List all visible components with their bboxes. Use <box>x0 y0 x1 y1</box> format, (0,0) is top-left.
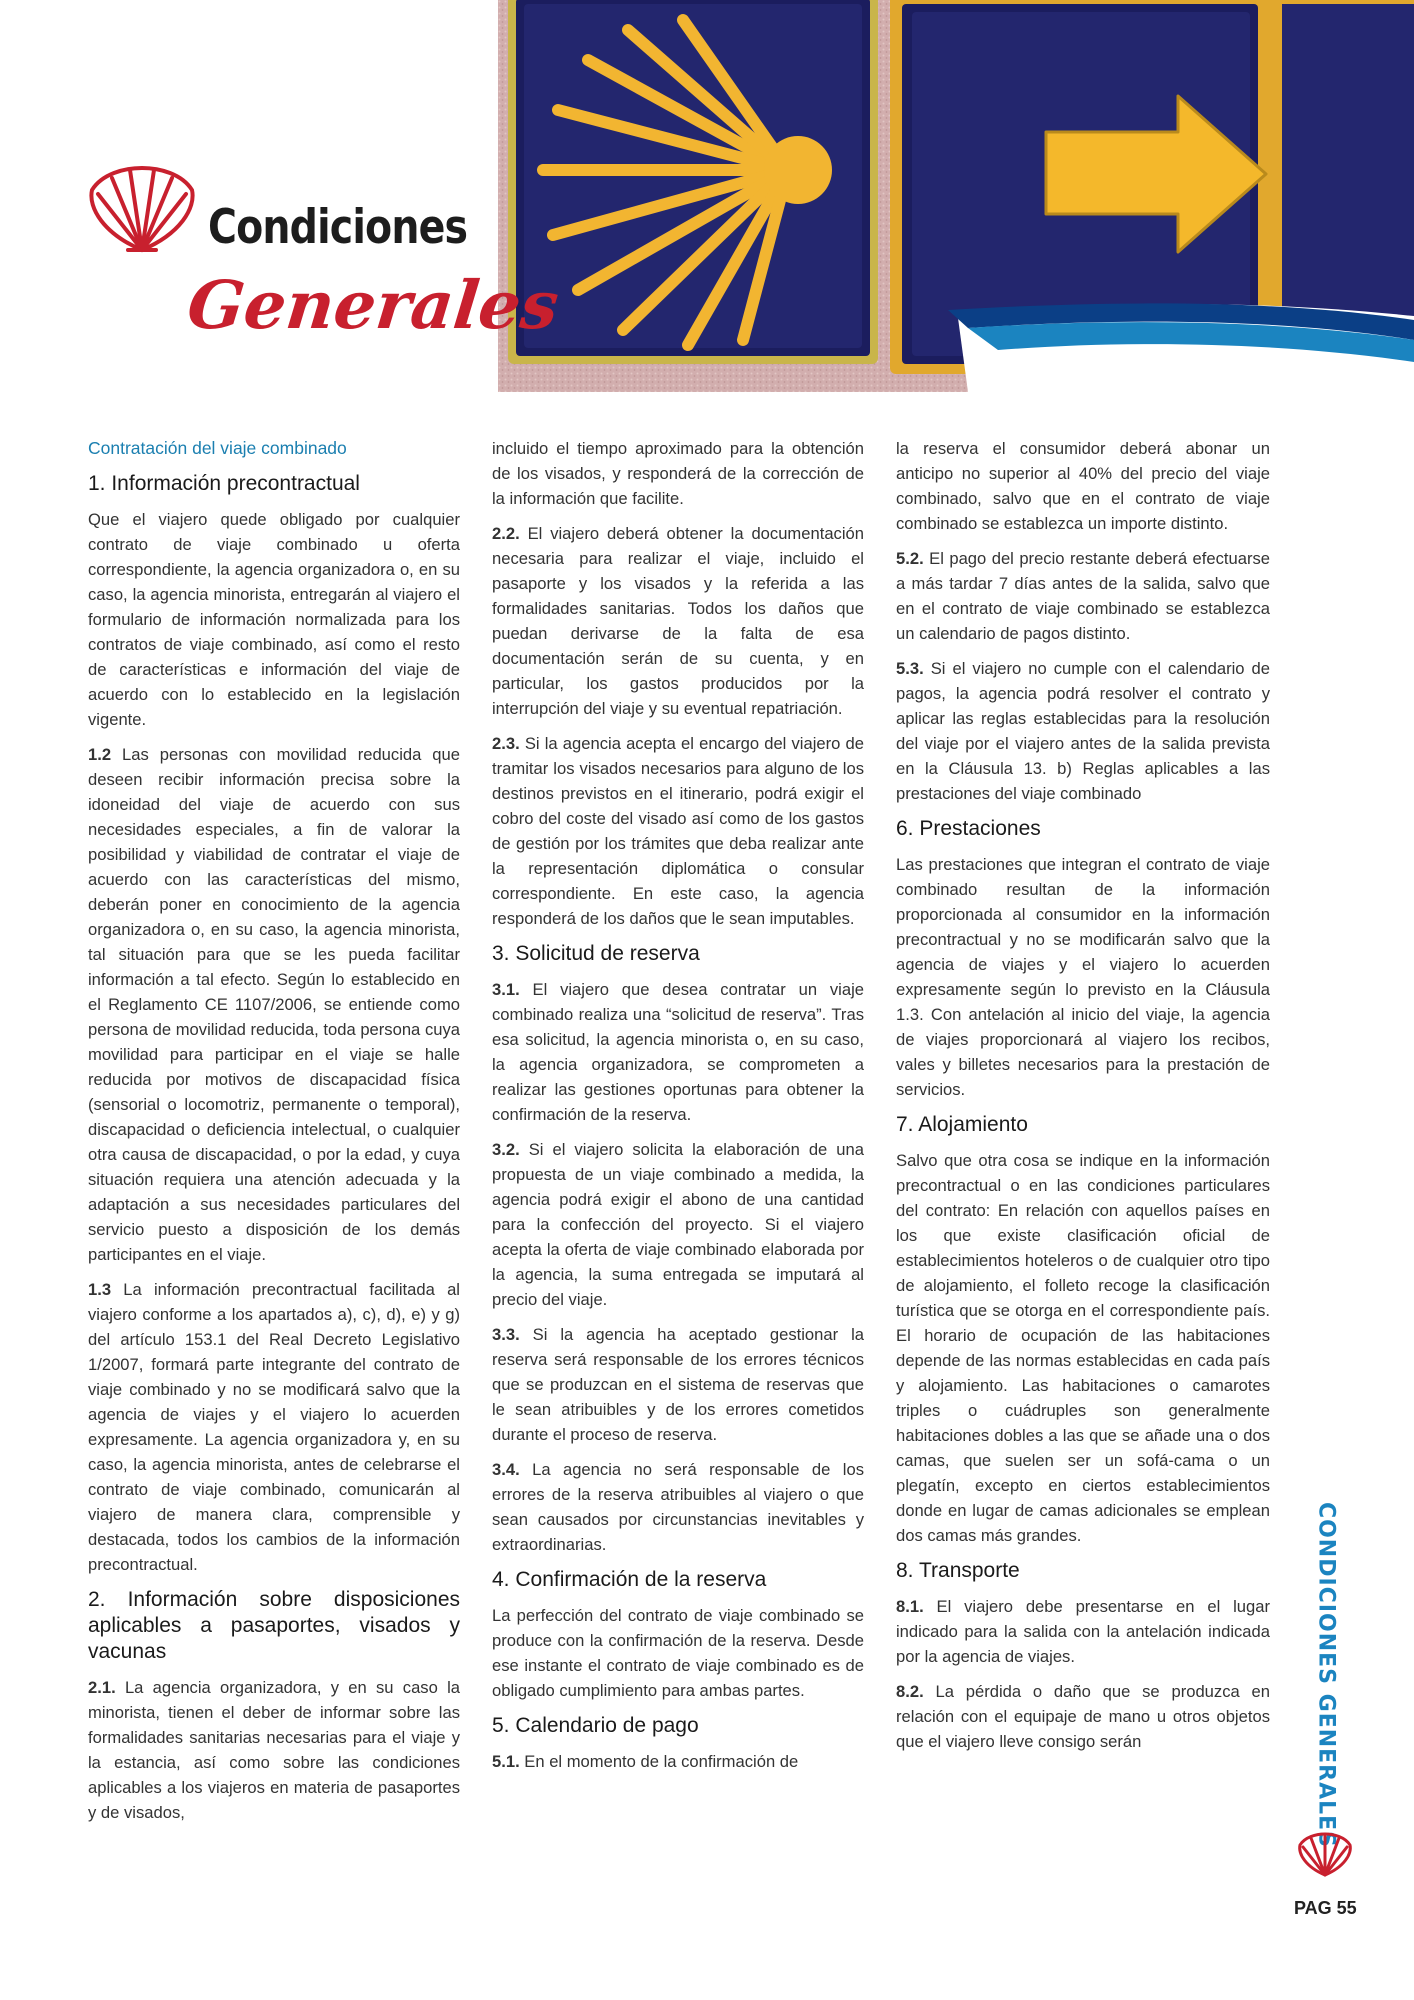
text-column-1 <box>88 436 460 1835</box>
clause-number: 5.1. <box>492 1752 520 1771</box>
heading-8: 8. Transporte <box>896 1559 1020 1582</box>
text-column-2 <box>492 436 864 1784</box>
clause-number: 8.1. <box>896 1597 924 1616</box>
clause-number: 2.1. <box>88 1678 116 1697</box>
heading-1: 1. Información precontractual <box>88 472 360 495</box>
clause-number: 3.2. <box>492 1140 520 1159</box>
paragraph <box>492 521 864 721</box>
paragraph <box>88 1277 460 1577</box>
clause-number: 5.3. <box>896 659 924 678</box>
paragraph: Salvo que otra cosa se indique en la información precontractual o en las condiciones particulares del contrato: En relación con aquellos países en los que existe clasificación oficial de establecimientos hoteleros o de cualquier otro tipo de alojamiento, el folleto recoge la clasificación turística que se otorga en el correspondiente país. El horario de ocupación de las habitaciones depende de las normas establecidas en cada país y alojamiento. Las habitaciones o camarotes triples o cuádruples son generalmente habitaciones dobles a las que se añade una o dos camas, que suelen ser un sofá-cama o un plegatín, excepto en ciertos establecimientos donde en lugar de camas adicionales se emplean dos camas más grandes. <box>896 1151 1270 1545</box>
clause-text: Si el viajero solicita la elaboración de una propuesta de un viaje combinado a medida, la agencia podrá exigir el abono de una cantidad para la confección del proyecto. Si el viajero acepta la oferta de viaje combinado elaborada por la agencia, la suma entregada se imputará al precio del viaje. <box>492 1140 864 1309</box>
heading-2: 2. Información sobre disposiciones aplicables a pasaportes, visados y vacunas <box>88 1588 460 1663</box>
paragraph <box>896 656 1270 806</box>
clause-text: El viajero deberá obtener la documentación necesaria para realizar el viaje, incluido el pasaporte y los visados y la referida a las formalidades sanitarias. Todos los daños que puedan derivarse de la falta de esa documentación serán de su cuenta, y en particular, los gastos producidos por la interrupción del viaje y su eventual repatriación. <box>492 524 864 718</box>
heading-3: 3. Solicitud de reserva <box>492 942 700 965</box>
section-subtitle: Contratación del viaje combinado <box>88 438 347 458</box>
clause-number: 5.2. <box>896 549 924 568</box>
clause-text: El viajero que desea contratar un viaje combinado realiza una “solicitud de reserva”. Tras esa solicitud, la agencia minorista o, en su caso, la agencia organizadora, se comprometen a realizar las gestiones oportunas para obtener la confirmación de la reserva. <box>492 980 864 1124</box>
paragraph <box>492 1749 864 1774</box>
heading-5: 5. Calendario de pago <box>492 1714 699 1737</box>
side-section-label <box>1306 1501 1346 1849</box>
paragraph <box>88 742 460 1267</box>
scallop-shell-icon <box>84 164 200 256</box>
clause-text: Si la agencia ha aceptado gestionar la reserva será responsable de los errores técnicos que se produzcan en el sistema de reservas que le sean atribuibles y de los errores cometidos durante el proceso de reserva. <box>492 1325 864 1444</box>
clause-text: Si la agencia acepta el encargo del viajero de tramitar los visados necesarios para alguno de los destinos previstos en el itinerario, podrá exigir el cobro del coste del visado así como de los gastos de gestión por los trámites que deba realizar ante la representación diplomática o consular correspondiente. En este caso, la agencia responderá de los daños que le sean imputables. <box>492 734 864 928</box>
heading-4: 4. Confirmación de la reserva <box>492 1568 767 1591</box>
scallop-shell-tile <box>508 0 878 364</box>
clause-text: La agencia no será responsable de los errores de la reserva atribuibles al viajero o que sean causados por circunstancias inevitables y extraordinarias. <box>492 1460 864 1554</box>
clause-number: 3.4. <box>492 1460 520 1479</box>
paragraph <box>492 1137 864 1312</box>
paragraph <box>896 1594 1270 1669</box>
clause-text: El viajero debe presentarse en el lugar indicado para la salida con la antelación indicada por la agencia de viajes. <box>896 1597 1270 1666</box>
title-main: Condiciones <box>208 200 468 255</box>
clause-text: Las personas con movilidad reducida que deseen recibir información precisa sobre la idoneidad del viaje de acuerdo con sus necesidades especiales, a fin de valorar la posibilidad y viabilidad de contratar el viaje de acuerdo con las características del mismo, deberán poner en conocimiento de la agencia organizadora o, en su caso, la agencia minorista, tal situación para que se les pueda facilitar información a tal efecto. Según lo establecido en el Reglamento CE 1107/2006, se entiende como persona de movilidad reducida, toda persona cuya movilidad para participar en el viaje se halle reducida por motivos de discapacidad física (sensorial o locomotriz, permanente o temporal), discapacidad o deficiencia intelectual, o cualquier otra causa de discapacidad, o por la edad, y cuya situación requiera una atención adecuada y la adaptación a sus necesidades particulares del servicio puesto a disposición de los demás participantes en el viaje. <box>88 745 460 1264</box>
paragraph <box>492 977 864 1127</box>
clause-text: Si el viajero no cumple con el calendario de pagos, la agencia podrá resolver el contrato y aplicar las reglas establecidas para la resolución del viaje por el viajero antes de la salida prevista en la Cláusula 13. b) Reglas aplicables a las prestaciones del viaje combinado <box>896 659 1270 803</box>
page-number: PAG 55 <box>1294 1898 1357 1918</box>
clause-number: 3.3. <box>492 1325 520 1344</box>
heading-7: 7. Alojamiento <box>896 1113 1028 1136</box>
paragraph <box>492 1457 864 1557</box>
clause-text: La agencia organizadora, y en su caso la minorista, tienen el deber de informar sobre las formalidades sanitarias necesarias para el viaje y la estancia, así como sobre las condiciones aplicables a los viajeros en materia de pasaportes y de visados, <box>88 1678 460 1822</box>
side-label-text: CONDICIONES GENERALES <box>1313 1501 1339 1849</box>
scallop-shell-icon <box>1296 1832 1354 1878</box>
heading-6: 6. Prestaciones <box>896 817 1041 840</box>
paragraph <box>88 1675 460 1825</box>
header-photo <box>498 0 1414 392</box>
paragraph <box>492 731 864 931</box>
paragraph <box>896 546 1270 646</box>
paragraph: incluido el tiempo aproximado para la obtención de los visados, y responderá de la corrección de la información que facilite. <box>492 439 864 508</box>
page-title-block <box>84 160 563 380</box>
clause-text: En el momento de la confirmación de <box>519 1752 799 1771</box>
clause-text: La pérdida o daño que se produzca en relación con el equipaje de mano u otros objetos que el viajero lleve consigo serán <box>896 1682 1270 1751</box>
clause-number: 3.1. <box>492 980 520 999</box>
paragraph <box>896 1679 1270 1754</box>
text-column-3 <box>896 436 1270 1764</box>
clause-number: 2.3. <box>492 734 520 753</box>
clause-text: La información precontractual facilitada al viajero conforme a los apartados a), c), d), e) y g) del artículo 153.1 del Real Decreto Legislativo 1/2007, formará parte integrante del contrato de viaje combinado y no se modificará salvo que la agencia de viajes y el viajero lo acuerden expresamente. La agencia organizadora y, en su caso, la agencia minorista, antes de celebrarse el contrato de viaje combinado, comunicarán al viajero de manera clara, comprensible y destacada, todos los cambios de la información precontractual. <box>88 1280 460 1574</box>
clause-number: 8.2. <box>896 1682 924 1701</box>
paragraph: la reserva el consumidor deberá abonar un anticipo no superior al 40% del precio del viaje combinado, salvo que en el contrato de viaje combinado se establezca un importe distinto. <box>896 439 1270 533</box>
title-script: Generales <box>183 266 563 344</box>
paragraph: Que el viajero quede obligado por cualquier contrato de viaje combinado u oferta correspondiente, la agencia organizadora o, en su caso, la agencia minorista, entregarán al viajero el formulario de información normalizada para los contratos de viaje combinado, así como el resto de características e información del viaje de acuerdo con lo establecido en la legislación vigente. <box>88 510 460 729</box>
clause-text: El pago del precio restante deberá efectuarse a más tardar 7 días antes de la salida, salvo que en el contrato de viaje combinado se establezca un calendario de pagos distinto. <box>896 549 1270 643</box>
clause-number: 1.3 <box>88 1280 112 1299</box>
paragraph: Las prestaciones que integran el contrato de viaje combinado resultan de la información proporcionada al consumidor en la información precontractual y no se modificarán salvo que la agencia de viajes y el viajero lo acuerden expresamente según lo previsto en la Cláusula 1.3. Con antelación al inicio del viaje, la agencia de viajes proporcionará al viajero los recibos, vales y billetes necesarios para la prestación de servicios. <box>896 855 1270 1099</box>
paragraph <box>492 1322 864 1447</box>
clause-number: 2.2. <box>492 524 520 543</box>
paragraph: La perfección del contrato de viaje combinado se produce con la confirmación de la reserva. Desde ese instante el contrato de viaje combinado es de obligado cumplimiento para ambas partes. <box>492 1606 864 1700</box>
clause-number: 1.2 <box>88 745 112 764</box>
